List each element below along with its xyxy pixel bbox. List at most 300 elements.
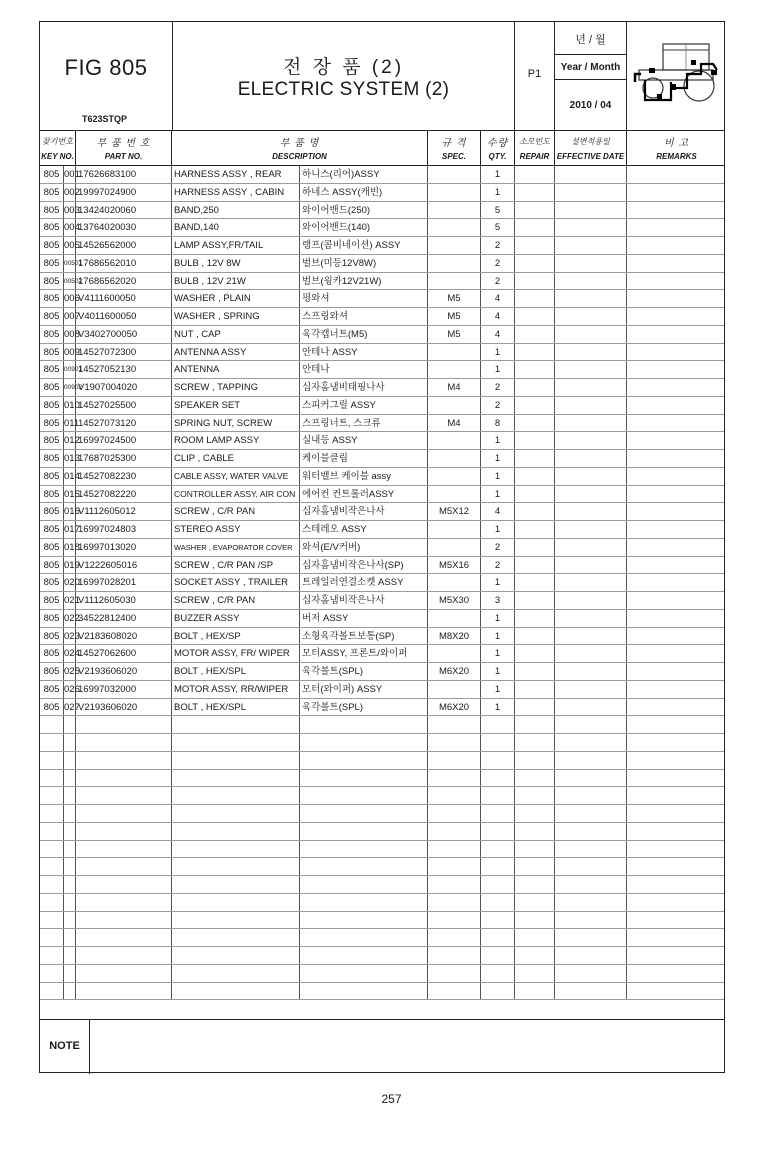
quantity-cell: 2 [481, 379, 515, 396]
spec-cell: M5 [428, 308, 481, 325]
quantity-cell [481, 894, 515, 911]
spec-cell [428, 450, 481, 467]
part-number-cell: V1112605030 [76, 592, 172, 609]
repair-cell [515, 255, 555, 272]
key-number-cell: 021 [64, 592, 76, 609]
description-english-cell: STEREO ASSY [172, 521, 300, 538]
description-korean-cell: 버저 ASSY [300, 610, 428, 627]
table-row [40, 184, 724, 202]
quantity-cell [481, 983, 515, 1000]
description-english-cell: ANTENNA ASSY [172, 344, 300, 361]
effective-date-cell [555, 361, 627, 378]
spec-cell [428, 610, 481, 627]
table-row [40, 290, 724, 308]
spec-cell [428, 361, 481, 378]
remarks-cell [627, 361, 726, 378]
table-row [40, 237, 724, 255]
remarks-cell [627, 716, 726, 733]
description-english-cell [172, 947, 300, 964]
repair-cell [515, 468, 555, 485]
table-row [40, 557, 724, 575]
fig-number-cell [40, 841, 64, 858]
description-korean-cell [300, 947, 428, 964]
key-number-cell: 015 [64, 486, 76, 503]
effective-date-cell [555, 166, 627, 183]
empty-row [40, 734, 724, 752]
description-korean-cell: 모터(와이퍼) ASSY [300, 681, 428, 698]
table-row [40, 432, 724, 450]
remarks-cell [627, 468, 726, 485]
description-english-cell [172, 805, 300, 822]
key-number-cell: 026 [64, 681, 76, 698]
description-korean-cell: 육각볼트(SPL) [300, 699, 428, 716]
part-number-cell: V2193606020 [76, 699, 172, 716]
repair-cell [515, 699, 555, 716]
fig-number-cell [40, 894, 64, 911]
table-row [40, 273, 724, 291]
table-row [40, 681, 724, 699]
description-korean-cell: 트레일러연결소켓 ASSY [300, 574, 428, 591]
effective-date-cell [555, 965, 627, 982]
part-number-cell: V2193606020 [76, 663, 172, 680]
effective-date-cell [555, 574, 627, 591]
quantity-cell: 8 [481, 415, 515, 432]
table-row [40, 255, 724, 273]
effective-date-cell [555, 716, 627, 733]
description-korean-cell [300, 787, 428, 804]
fig-number-cell: 805 [40, 326, 64, 343]
spec-cell [428, 841, 481, 858]
description-english-cell [172, 752, 300, 769]
fig-number-cell: 805 [40, 539, 64, 556]
repair-cell [515, 734, 555, 751]
quantity-cell: 2 [481, 397, 515, 414]
part-number-cell [76, 805, 172, 822]
part-number-cell: 14527062600 [76, 645, 172, 662]
description-english-cell [172, 787, 300, 804]
table-row [40, 166, 724, 184]
column-header-repair [515, 131, 555, 165]
quantity-cell [481, 965, 515, 982]
fig-number-cell [40, 912, 64, 929]
description-english-cell: CABLE ASSY, WATER VALVE [172, 468, 300, 485]
part-number-cell: 16997013020 [76, 539, 172, 556]
effective-date-cell [555, 432, 627, 449]
description-korean-cell: 육각캡너트(M5) [300, 326, 428, 343]
key-number-cell [64, 752, 76, 769]
part-number-cell [76, 965, 172, 982]
quantity-cell [481, 912, 515, 929]
spec-cell [428, 716, 481, 733]
spec-cell [428, 823, 481, 840]
table-row [40, 699, 724, 717]
description-english-cell: WASHER , EVAPORATOR COVER [172, 539, 300, 556]
remarks-cell [627, 432, 726, 449]
spec-cell [428, 202, 481, 219]
table-row [40, 645, 724, 663]
key-number-cell: 013 [64, 450, 76, 467]
spec-cell [428, 521, 481, 538]
date-cell [555, 22, 627, 130]
table-row [40, 308, 724, 326]
description-korean-cell [300, 841, 428, 858]
effective-date-cell [555, 237, 627, 254]
remarks-cell [627, 858, 726, 875]
fig-number-cell: 805 [40, 166, 64, 183]
spec-cell [428, 947, 481, 964]
remarks-cell [627, 787, 726, 804]
repair-cell [515, 450, 555, 467]
repair-cell [515, 965, 555, 982]
spec-cell [428, 184, 481, 201]
quantity-cell: 1 [481, 486, 515, 503]
quantity-cell [481, 858, 515, 875]
effective-date-cell [555, 468, 627, 485]
page-label: P1 [527, 68, 542, 80]
repair-cell [515, 663, 555, 680]
remarks-cell [627, 290, 726, 307]
description-english-cell [172, 929, 300, 946]
fig-number-cell [40, 823, 64, 840]
empty-row [40, 770, 724, 788]
remarks-cell [627, 326, 726, 343]
column-header-english: KEY NO. [41, 152, 74, 161]
description-korean-cell: 벌브(윙카12V21W) [300, 273, 428, 290]
spec-cell [428, 805, 481, 822]
description-korean-cell: 평와셔 [300, 290, 428, 307]
key-number-cell [64, 912, 76, 929]
effective-date-cell [555, 610, 627, 627]
repair-cell [515, 592, 555, 609]
effective-date-cell [555, 805, 627, 822]
spec-cell [428, 912, 481, 929]
spec-cell: M6X20 [428, 699, 481, 716]
part-number-cell: 16997024500 [76, 432, 172, 449]
part-number-cell [76, 947, 172, 964]
fig-number-cell: 805 [40, 663, 64, 680]
repair-cell [515, 574, 555, 591]
title-korean: 전 장 품 (2) [282, 57, 405, 78]
part-number-cell: 17686562010 [76, 255, 172, 272]
fig-number-cell: 805 [40, 361, 64, 378]
column-header-korean: 수량 [486, 138, 509, 149]
key-number-cell: 020 [64, 574, 76, 591]
fig-number-cell: 805 [40, 574, 64, 591]
description-english-cell [172, 858, 300, 875]
effective-date-cell [555, 557, 627, 574]
column-header-korean: 부 품 명 [279, 138, 320, 149]
quantity-cell: 1 [481, 645, 515, 662]
effective-date-cell [555, 841, 627, 858]
description-korean-cell [300, 858, 428, 875]
part-number-cell: V1907004020 [76, 379, 172, 396]
spec-cell [428, 681, 481, 698]
date-label-english: Year / Month [555, 55, 626, 80]
fig-number-cell: 805 [40, 290, 64, 307]
spec-cell [428, 486, 481, 503]
description-english-cell: BOLT , HEX/SP [172, 628, 300, 645]
part-number-cell: V2183608020 [76, 628, 172, 645]
description-korean-cell: 모터ASSY, 프론트/와이퍼 [300, 645, 428, 662]
fig-title: FIG 805 [64, 55, 148, 80]
remarks-cell [627, 912, 726, 929]
key-number-cell [64, 965, 76, 982]
fig-number-cell: 805 [40, 521, 64, 538]
model-code: T623STQP [82, 114, 128, 124]
remarks-cell [627, 663, 726, 680]
part-number-cell: 19997024900 [76, 184, 172, 201]
quantity-cell: 1 [481, 432, 515, 449]
description-korean-cell: 육각볼트(SPL) [300, 663, 428, 680]
description-korean-cell [300, 965, 428, 982]
table-row [40, 397, 724, 415]
repair-cell [515, 361, 555, 378]
repair-cell [515, 237, 555, 254]
description-korean-cell [300, 876, 428, 893]
key-number-cell [64, 894, 76, 911]
empty-row [40, 716, 724, 734]
fig-number-cell [40, 876, 64, 893]
remarks-cell [627, 876, 726, 893]
part-number-cell: V1112605012 [76, 503, 172, 520]
remarks-cell [627, 983, 726, 1000]
spec-cell: M5 [428, 290, 481, 307]
repair-cell [515, 557, 555, 574]
quantity-cell: 4 [481, 308, 515, 325]
spec-cell [428, 983, 481, 1000]
key-number-cell: 006 [64, 290, 76, 307]
spec-cell [428, 645, 481, 662]
part-number-cell: V4111600050 [76, 290, 172, 307]
empty-row [40, 894, 724, 912]
part-number-cell [76, 841, 172, 858]
description-korean-cell: 와이어밴드(140) [300, 219, 428, 236]
quantity-cell: 1 [481, 184, 515, 201]
column-header-effective-date [555, 131, 627, 165]
quantity-cell [481, 823, 515, 840]
spec-cell: M6X20 [428, 663, 481, 680]
fig-number-cell: 805 [40, 308, 64, 325]
effective-date-cell [555, 397, 627, 414]
repair-cell [515, 219, 555, 236]
description-korean-cell: 하네스 ASSY(캐빈) [300, 184, 428, 201]
effective-date-cell [555, 539, 627, 556]
repair-cell [515, 716, 555, 733]
remarks-cell [627, 237, 726, 254]
sheet-header [40, 22, 724, 131]
spec-cell [428, 219, 481, 236]
effective-date-cell [555, 219, 627, 236]
repair-cell [515, 681, 555, 698]
remarks-cell [627, 734, 726, 751]
column-header-english: REMARKS [656, 152, 697, 161]
key-number-cell [64, 841, 76, 858]
quantity-cell: 1 [481, 610, 515, 627]
column-header-korean: 찾기번호 [42, 137, 73, 146]
description-korean-cell [300, 823, 428, 840]
page-number: 257 [381, 1092, 402, 1106]
part-number-cell: 16997028201 [76, 574, 172, 591]
column-header-english: PART NO. [104, 152, 143, 161]
fig-cell [40, 22, 173, 130]
part-number-cell: 14527025500 [76, 397, 172, 414]
key-number-cell: 008 [64, 326, 76, 343]
column-header-korean: 설변적용일 [571, 137, 610, 146]
remarks-cell [627, 344, 726, 361]
key-number-cell: 016 [64, 503, 76, 520]
empty-row [40, 912, 724, 930]
fig-number-cell: 805 [40, 202, 64, 219]
description-english-cell [172, 770, 300, 787]
table-row [40, 202, 724, 220]
repair-cell [515, 858, 555, 875]
description-korean-cell [300, 983, 428, 1000]
part-number-cell: V1222605016 [76, 557, 172, 574]
description-korean-cell: 램프(콤비네이션) ASSY [300, 237, 428, 254]
table-row [40, 610, 724, 628]
repair-cell [515, 166, 555, 183]
effective-date-cell [555, 521, 627, 538]
part-number-cell: 17687025300 [76, 450, 172, 467]
description-korean-cell: 벌브(미등12V8W) [300, 255, 428, 272]
repair-cell [515, 202, 555, 219]
remarks-cell [627, 521, 726, 538]
description-korean-cell: 실내등 ASSY [300, 432, 428, 449]
spec-cell [428, 237, 481, 254]
key-number-cell [64, 770, 76, 787]
key-number-cell: 004 [64, 219, 76, 236]
date-label-korean: 년 / 월 [555, 22, 626, 55]
part-number-cell [76, 876, 172, 893]
description-english-cell: BAND,250 [172, 202, 300, 219]
repair-cell [515, 432, 555, 449]
description-english-cell [172, 894, 300, 911]
part-number-cell: 34522812400 [76, 610, 172, 627]
description-korean-cell [300, 805, 428, 822]
key-number-cell: 023 [64, 628, 76, 645]
quantity-cell [481, 752, 515, 769]
description-english-cell: WASHER , PLAIN [172, 290, 300, 307]
spec-cell [428, 273, 481, 290]
description-korean-cell: 십자홈냄비작은나사 [300, 503, 428, 520]
remarks-cell [627, 273, 726, 290]
repair-cell [515, 947, 555, 964]
description-korean-cell: 하니스(리어)ASSY [300, 166, 428, 183]
description-korean-cell: 와셔(E/V커버) [300, 539, 428, 556]
remarks-cell [627, 770, 726, 787]
empty-row [40, 752, 724, 770]
date-value: 2010 / 04 [569, 100, 612, 111]
repair-cell [515, 503, 555, 520]
note-label: NOTE [40, 1020, 90, 1074]
description-korean-cell [300, 716, 428, 733]
effective-date-cell [555, 450, 627, 467]
key-number-cell [64, 734, 76, 751]
part-number-cell: V4011600050 [76, 308, 172, 325]
table-row [40, 539, 724, 557]
effective-date-cell [555, 592, 627, 609]
fig-number-cell: 805 [40, 628, 64, 645]
quantity-cell: 4 [481, 326, 515, 343]
part-number-cell: 13424020060 [76, 202, 172, 219]
effective-date-cell [555, 663, 627, 680]
effective-date-cell [555, 273, 627, 290]
fig-number-cell: 805 [40, 273, 64, 290]
fig-number-cell: 805 [40, 592, 64, 609]
column-header-row [40, 131, 724, 166]
note-section [40, 1019, 724, 1074]
table-row [40, 663, 724, 681]
key-number-cell [64, 983, 76, 1000]
repair-cell [515, 308, 555, 325]
description-english-cell: SCREW , TAPPING [172, 379, 300, 396]
spec-cell: M8X20 [428, 628, 481, 645]
remarks-cell [627, 628, 726, 645]
description-english-cell: ANTENNA [172, 361, 300, 378]
remarks-cell [627, 929, 726, 946]
repair-cell [515, 379, 555, 396]
quantity-cell: 2 [481, 557, 515, 574]
description-korean-cell [300, 929, 428, 946]
remarks-cell [627, 681, 726, 698]
repair-cell [515, 184, 555, 201]
effective-date-cell [555, 308, 627, 325]
empty-row [40, 983, 724, 1001]
spec-cell [428, 468, 481, 485]
effective-date-cell [555, 486, 627, 503]
part-number-cell: 14527072300 [76, 344, 172, 361]
spec-cell: M5X30 [428, 592, 481, 609]
effective-date-cell [555, 858, 627, 875]
fig-number-cell [40, 947, 64, 964]
key-number-cell [64, 805, 76, 822]
quantity-cell: 1 [481, 344, 515, 361]
fig-number-cell [40, 805, 64, 822]
effective-date-cell [555, 787, 627, 804]
column-header-korean: 규 격 [441, 138, 467, 149]
table-row [40, 503, 724, 521]
key-number-cell [64, 947, 76, 964]
description-english-cell [172, 716, 300, 733]
description-english-cell: CONTROLLER ASSY, AIR CON [172, 486, 300, 503]
description-english-cell: HARNESS ASSY , REAR [172, 166, 300, 183]
remarks-cell [627, 894, 726, 911]
effective-date-cell [555, 255, 627, 272]
table-row [40, 379, 724, 397]
quantity-cell: 1 [481, 663, 515, 680]
effective-date-cell [555, 645, 627, 662]
spec-cell: M5X12 [428, 503, 481, 520]
fig-number-cell [40, 752, 64, 769]
remarks-cell [627, 415, 726, 432]
remarks-cell [627, 823, 726, 840]
effective-date-cell [555, 699, 627, 716]
spec-cell [428, 397, 481, 414]
description-english-cell: ROOM LAMP ASSY [172, 432, 300, 449]
part-number-cell: 13764020030 [76, 219, 172, 236]
effective-date-cell [555, 326, 627, 343]
key-number-cell: 005 [64, 237, 76, 254]
quantity-cell: 2 [481, 539, 515, 556]
repair-cell [515, 894, 555, 911]
quantity-cell: 1 [481, 628, 515, 645]
repair-cell [515, 326, 555, 343]
repair-cell [515, 397, 555, 414]
key-number-cell: 00502 [64, 273, 76, 290]
quantity-cell: 1 [481, 166, 515, 183]
remarks-cell [627, 166, 726, 183]
key-number-cell: 027 [64, 699, 76, 716]
